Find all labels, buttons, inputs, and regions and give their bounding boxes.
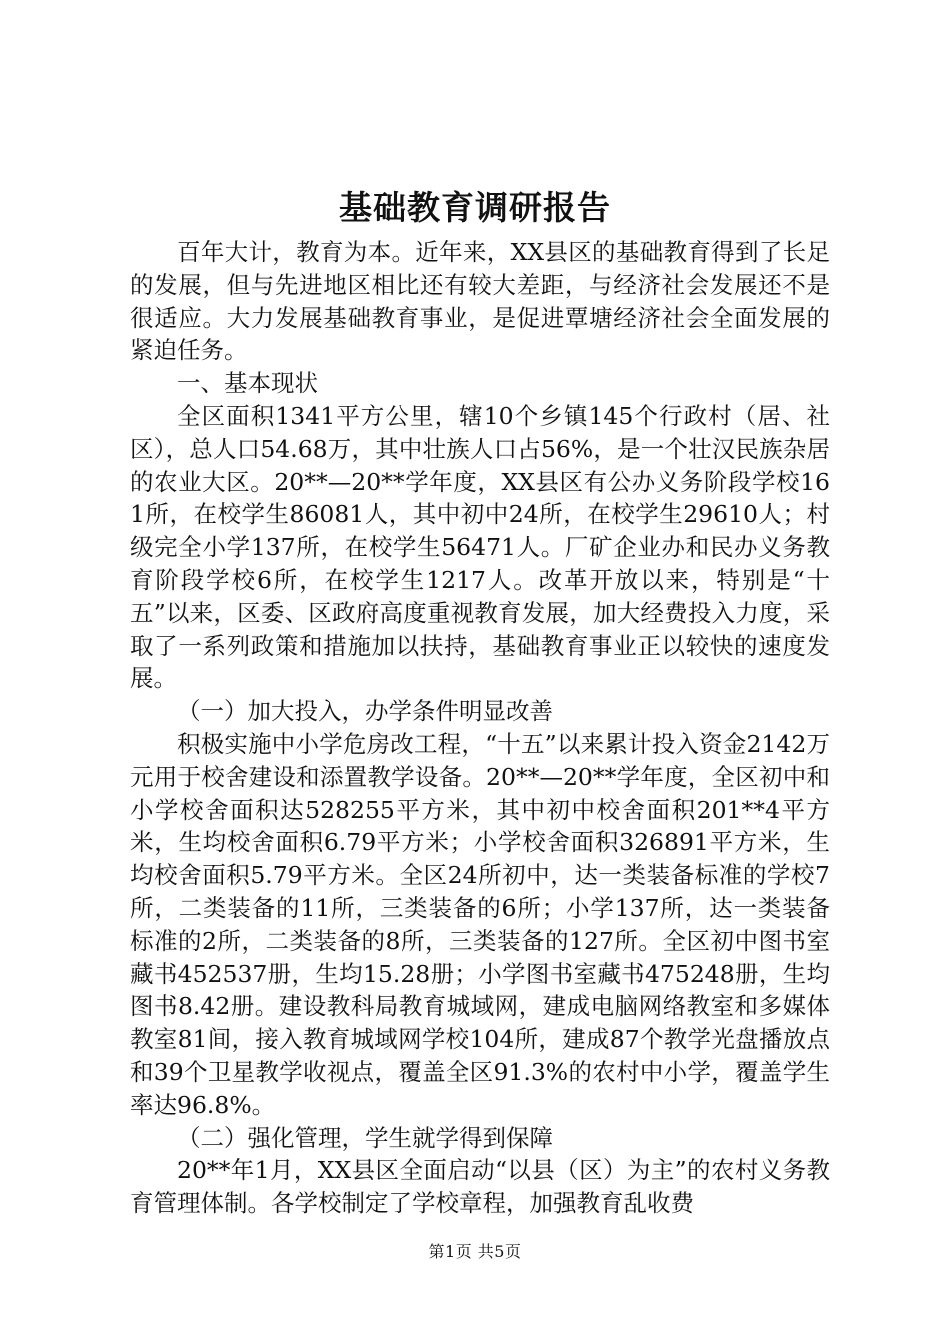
paragraph-overview: 全区面积1341平方公里，辖10个乡镇145个行政村（居、社区），总人口54.68万，其中壮族人口占56%，是一个壮汉民族杂居的农业大区。20**—20**学年度，XX县区有公办义务阶段学校161所，在校学生86081人，其中初中24所，在校学生29610人；村级完全小学137所，在校学生56471人。厂矿企业办和民办义务教育阶段学校6所，在校学生1217人。改革开放以来，特别是“十五”以来，区委、区政府高度重视教育发展，加大经费投入力度，采取了一系列政策和措施加以扶持，基础教育事业正以较快的速度发展。 (130, 401, 830, 693)
document-title: 基础教育调研报告 (339, 188, 611, 227)
page-footer: 第1页 共5页 (428, 1242, 522, 1261)
subsection-heading-investment: （一）加大投入，办学条件明显改善 (177, 697, 553, 726)
document-body (130, 236, 830, 1220)
subsection-heading-management: （二）强化管理，学生就学得到保障 (177, 1123, 553, 1152)
paragraph-intro: 百年大计，教育为本。近年来，XX县区的基础教育得到了长足的发展，但与先进地区相比还有较大差距，与经济社会发展还不是很适应。大力发展基础教育事业，是促进覃塘经济社会全面发展的紧迫任务。 (130, 238, 830, 365)
paragraph-management: 20**年1月，XX县区全面启动“以县（区）为主”的农村义务教育管理体制。各学校制定了学校章程，加强教育乱收费 (130, 1156, 830, 1218)
section-heading-basic-status: 一、基本现状 (177, 369, 318, 398)
paragraph-investment: 积极实施中小学危房改工程，“十五”以来累计投入资金2142万元用于校舍建设和添置教学设备。20**—20**学年度，全区初中和小学校舍面积达528255平方米，其中初中校舍面积201**4平方米，生均校舍面积6.79平方米；小学校舍面积326891平方米，生均校舍面积5.79平方米。全区24所初中，达一类装备标准的学校7所，二类装备的11所，三类装备的6所；小学137所，达一类装备标准的2所，二类装备的8所，三类装备的127所。全区初中图书室藏书452537册，生均15.28册；小学图书室藏书475248册，生均图书8.42册。建设教科局教育城域网，建成电脑网络教室和多媒体教室81间，接入教育城域网学校104所，建成87个教学光盘播放点和39个卫星教学收视点，覆盖全区91.3%的农村中小学，覆盖学生率达96.8%。 (130, 729, 830, 1119)
